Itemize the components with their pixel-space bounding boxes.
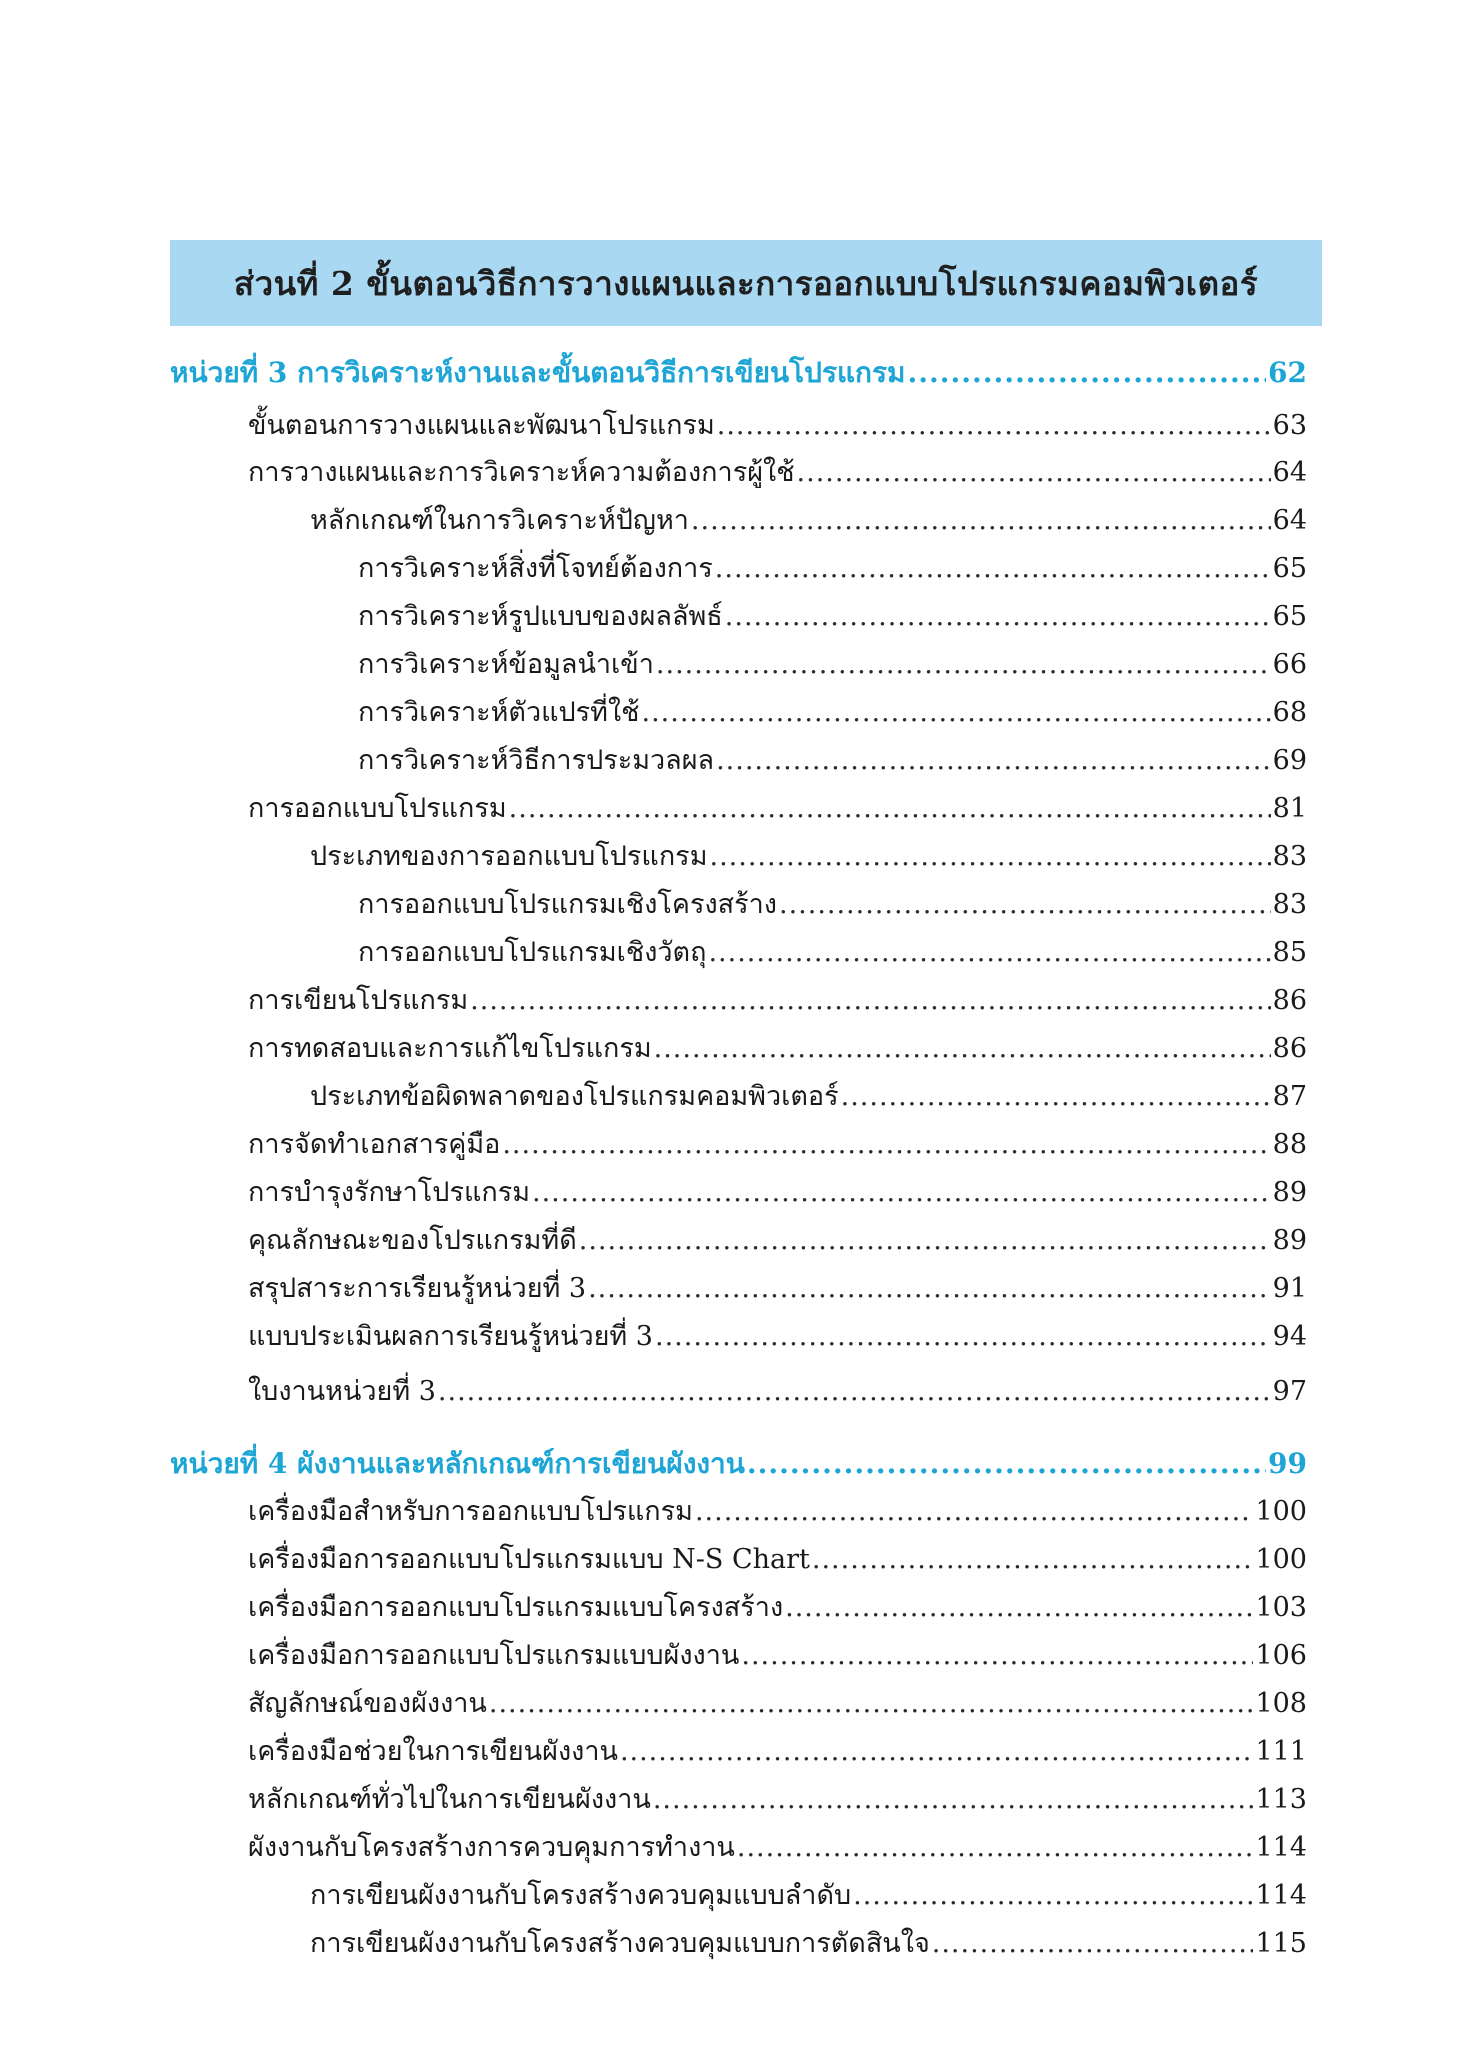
toc-entry-title: ผังงานกับโครงสร้างการควบคุมการทำงาน <box>248 1832 735 1863</box>
toc-entry <box>248 1127 1307 1165</box>
toc-page-number: 108 <box>1255 1688 1307 1719</box>
toc-entry <box>248 1734 1307 1772</box>
toc-entry <box>248 1494 1307 1532</box>
part-title: ส่วนที่ 2 ขั้นตอนวิธีการวางแผนและการออกแบบโปรแกรมคอมพิวเตอร์ <box>233 263 1259 303</box>
toc-entry <box>248 1271 1307 1309</box>
dot-leader <box>579 1223 1271 1259</box>
dot-leader <box>588 1271 1271 1307</box>
toc-page-number: 106 <box>1255 1640 1307 1671</box>
dot-leader <box>715 551 1271 587</box>
toc-entry-title: ใบงานหน่วยที่ 3 <box>248 1376 436 1407</box>
toc-entry-title: การออกแบบโปรแกรมเชิงโครงสร้าง <box>358 889 777 920</box>
toc-page-number: 81 <box>1272 793 1307 824</box>
toc-page-number: 65 <box>1272 553 1307 584</box>
toc-page-number: 114 <box>1255 1832 1307 1863</box>
toc-entry <box>358 743 1307 781</box>
toc-entry <box>248 455 1307 493</box>
toc-entry <box>248 1031 1307 1069</box>
toc-entry-title: หน่วยที่ 3 การวิเคราะห์งานและขั้นตอนวิธีการเขียนโปรแกรม <box>170 356 906 389</box>
dot-leader <box>725 599 1271 635</box>
dot-leader <box>908 355 1267 391</box>
toc-entry <box>358 695 1307 733</box>
dot-leader <box>502 1127 1270 1163</box>
dot-leader <box>438 1374 1271 1410</box>
toc-page-number: 68 <box>1272 697 1307 728</box>
dot-leader <box>932 1926 1254 1962</box>
toc-entry <box>248 1223 1307 1261</box>
toc-entry-title: การเขียนโปรแกรม <box>248 985 469 1016</box>
dot-leader <box>841 1079 1271 1115</box>
toc-entry <box>310 1878 1307 1916</box>
toc-entry-title: ประเภทของการออกแบบโปรแกรม <box>310 841 708 872</box>
dot-leader <box>655 1319 1271 1355</box>
toc-page-number: 85 <box>1272 937 1307 968</box>
toc-entry-title: การวิเคราะห์สิ่งที่โจทย์ต้องการ <box>358 553 713 584</box>
toc-page-number: 66 <box>1272 649 1307 680</box>
toc-entry-title: การเขียนผังงานกับโครงสร้างควบคุมแบบการตัดสินใจ <box>310 1928 930 1959</box>
toc-entry-title: การจัดทำเอกสารคู่มือ <box>248 1129 501 1160</box>
dot-leader <box>797 455 1271 491</box>
toc-entry-title: สรุปสาระการเรียนรู้หน่วยที่ 3 <box>248 1273 587 1304</box>
part-banner <box>170 240 1322 326</box>
toc-entry <box>248 1638 1307 1676</box>
toc-page-number: 63 <box>1272 410 1307 441</box>
toc-entry <box>358 599 1307 637</box>
toc-unit-heading <box>170 355 1307 393</box>
dot-leader <box>741 1638 1253 1674</box>
toc-entry <box>248 1830 1307 1868</box>
toc-page-number: 91 <box>1272 1273 1307 1304</box>
dot-leader <box>779 887 1271 923</box>
toc-entry-title: ประเภทข้อผิดพลาดของโปรแกรมคอมพิวเตอร์ <box>310 1081 839 1112</box>
toc-page-number: 83 <box>1272 841 1307 872</box>
toc-entry-title: เครื่องมือช่วยในการเขียนผังงาน <box>248 1736 618 1767</box>
toc-entry <box>248 1590 1307 1628</box>
dot-leader <box>737 1830 1254 1866</box>
toc-entry <box>310 1926 1307 1964</box>
toc-entry-title: เครื่องมือการออกแบบโปรแกรมแบบผังงาน <box>248 1640 740 1671</box>
toc-page-number: 115 <box>1255 1928 1307 1959</box>
dot-leader <box>489 1686 1254 1722</box>
dot-leader <box>653 1782 1254 1818</box>
toc-page-number: 64 <box>1272 457 1307 488</box>
dot-leader <box>785 1590 1253 1626</box>
dot-leader <box>641 695 1270 731</box>
toc-entry <box>310 839 1307 877</box>
toc-page-number: 87 <box>1272 1081 1307 1112</box>
toc-entry-title: ขั้นตอนการวางแผนและพัฒนาโปรแกรม <box>248 410 715 441</box>
toc-page-number: 97 <box>1272 1376 1307 1407</box>
toc-entry <box>248 1175 1307 1213</box>
toc-entry <box>358 647 1307 685</box>
dot-leader <box>509 791 1271 827</box>
dot-leader <box>656 647 1271 683</box>
toc-entry <box>248 1319 1307 1357</box>
toc-entry <box>358 551 1307 589</box>
dot-leader <box>695 1494 1254 1530</box>
toc-page-number: 86 <box>1272 985 1307 1016</box>
toc-page-number: 88 <box>1272 1129 1307 1160</box>
toc-page-number: 103 <box>1255 1592 1307 1623</box>
toc-entry-title: คุณลักษณะของโปรแกรมที่ดี <box>248 1225 577 1256</box>
dot-leader <box>691 503 1271 539</box>
dot-leader <box>532 1175 1271 1211</box>
toc-page-number: 99 <box>1268 1447 1307 1480</box>
toc-entry <box>310 1079 1307 1117</box>
toc-entry-title: หลักเกณฑ์ในการวิเคราะห์ปัญหา <box>310 505 689 536</box>
dot-leader <box>710 839 1271 875</box>
toc-entry-title: การออกแบบโปรแกรม <box>248 793 507 824</box>
toc-page-number: 94 <box>1272 1321 1307 1352</box>
toc-page-number: 89 <box>1272 1177 1307 1208</box>
dot-leader <box>654 1031 1271 1067</box>
toc-page-number: 83 <box>1272 889 1307 920</box>
toc-entry-title: การวิเคราะห์ข้อมูลนำเข้า <box>358 649 654 680</box>
dot-leader <box>620 1734 1254 1770</box>
toc-entry <box>248 791 1307 829</box>
toc-page-number: 89 <box>1272 1225 1307 1256</box>
toc-entry-title: เครื่องมือการออกแบบโปรแกรมแบบโครงสร้าง <box>248 1592 784 1623</box>
toc-entry <box>358 935 1307 973</box>
toc-entry-title: การเขียนผังงานกับโครงสร้างควบคุมแบบลำดับ <box>310 1880 852 1911</box>
toc-entry-title: การวิเคราะห์รูปแบบของผลลัพธ์ <box>358 601 723 632</box>
toc-page-number: 100 <box>1255 1496 1307 1527</box>
toc-entry <box>248 1782 1307 1820</box>
toc-entry-title: การวิเคราะห์ตัวแปรที่ใช้ <box>358 697 640 728</box>
toc-page-number: 113 <box>1255 1784 1307 1815</box>
toc-page-number: 114 <box>1255 1880 1307 1911</box>
toc-entry <box>248 1686 1307 1724</box>
toc-entry-title: สัญลักษณ์ของผังงาน <box>248 1688 487 1719</box>
toc-entry-title: หลักเกณฑ์ทั่วไปในการเขียนผังงาน <box>248 1784 651 1815</box>
toc-page-number: 111 <box>1255 1736 1307 1767</box>
toc-page-number: 62 <box>1268 356 1307 389</box>
dot-leader <box>470 983 1270 1019</box>
toc-entry-title: การทดสอบและการแก้ไขโปรแกรม <box>248 1033 652 1064</box>
dot-leader <box>853 1878 1253 1914</box>
toc-entry-title: หน่วยที่ 4 ผังงานและหลักเกณฑ์การเขียนผังงาน <box>170 1447 745 1480</box>
toc-entry-title: แบบประเมินผลการเรียนรู้หน่วยที่ 3 <box>248 1321 653 1352</box>
toc-page-number: 64 <box>1272 505 1307 536</box>
toc-page-number: 100 <box>1255 1544 1307 1575</box>
toc-page-number: 65 <box>1272 601 1307 632</box>
dot-leader <box>747 1446 1266 1482</box>
toc-entry-title: การวางแผนและการวิเคราะห์ความต้องการผู้ใช้ <box>248 457 795 488</box>
toc-unit-heading <box>170 1446 1307 1484</box>
toc-entry-title: เครื่องมือการออกแบบโปรแกรมแบบ N-S Chart <box>248 1544 810 1575</box>
dot-leader <box>708 935 1270 971</box>
toc-entry-title: การบำรุงรักษาโปรแกรม <box>248 1177 530 1208</box>
toc-entry <box>248 408 1307 446</box>
toc-entry <box>248 1374 1307 1412</box>
toc-entry <box>248 983 1307 1021</box>
toc-entry-title: การวิเคราะห์วิธีการประมวลผล <box>358 745 715 776</box>
toc-entry-title: การออกแบบโปรแกรมเชิงวัตถุ <box>358 937 707 968</box>
toc-page-number: 69 <box>1272 745 1307 776</box>
dot-leader <box>717 408 1271 444</box>
toc-entry <box>248 1542 1307 1580</box>
toc-entry-title: เครื่องมือสำหรับการออกแบบโปรแกรม <box>248 1496 693 1527</box>
toc-entry <box>310 503 1307 541</box>
dot-leader <box>716 743 1271 779</box>
toc-entry <box>358 887 1307 925</box>
toc-page-number: 86 <box>1272 1033 1307 1064</box>
dot-leader <box>812 1542 1254 1578</box>
